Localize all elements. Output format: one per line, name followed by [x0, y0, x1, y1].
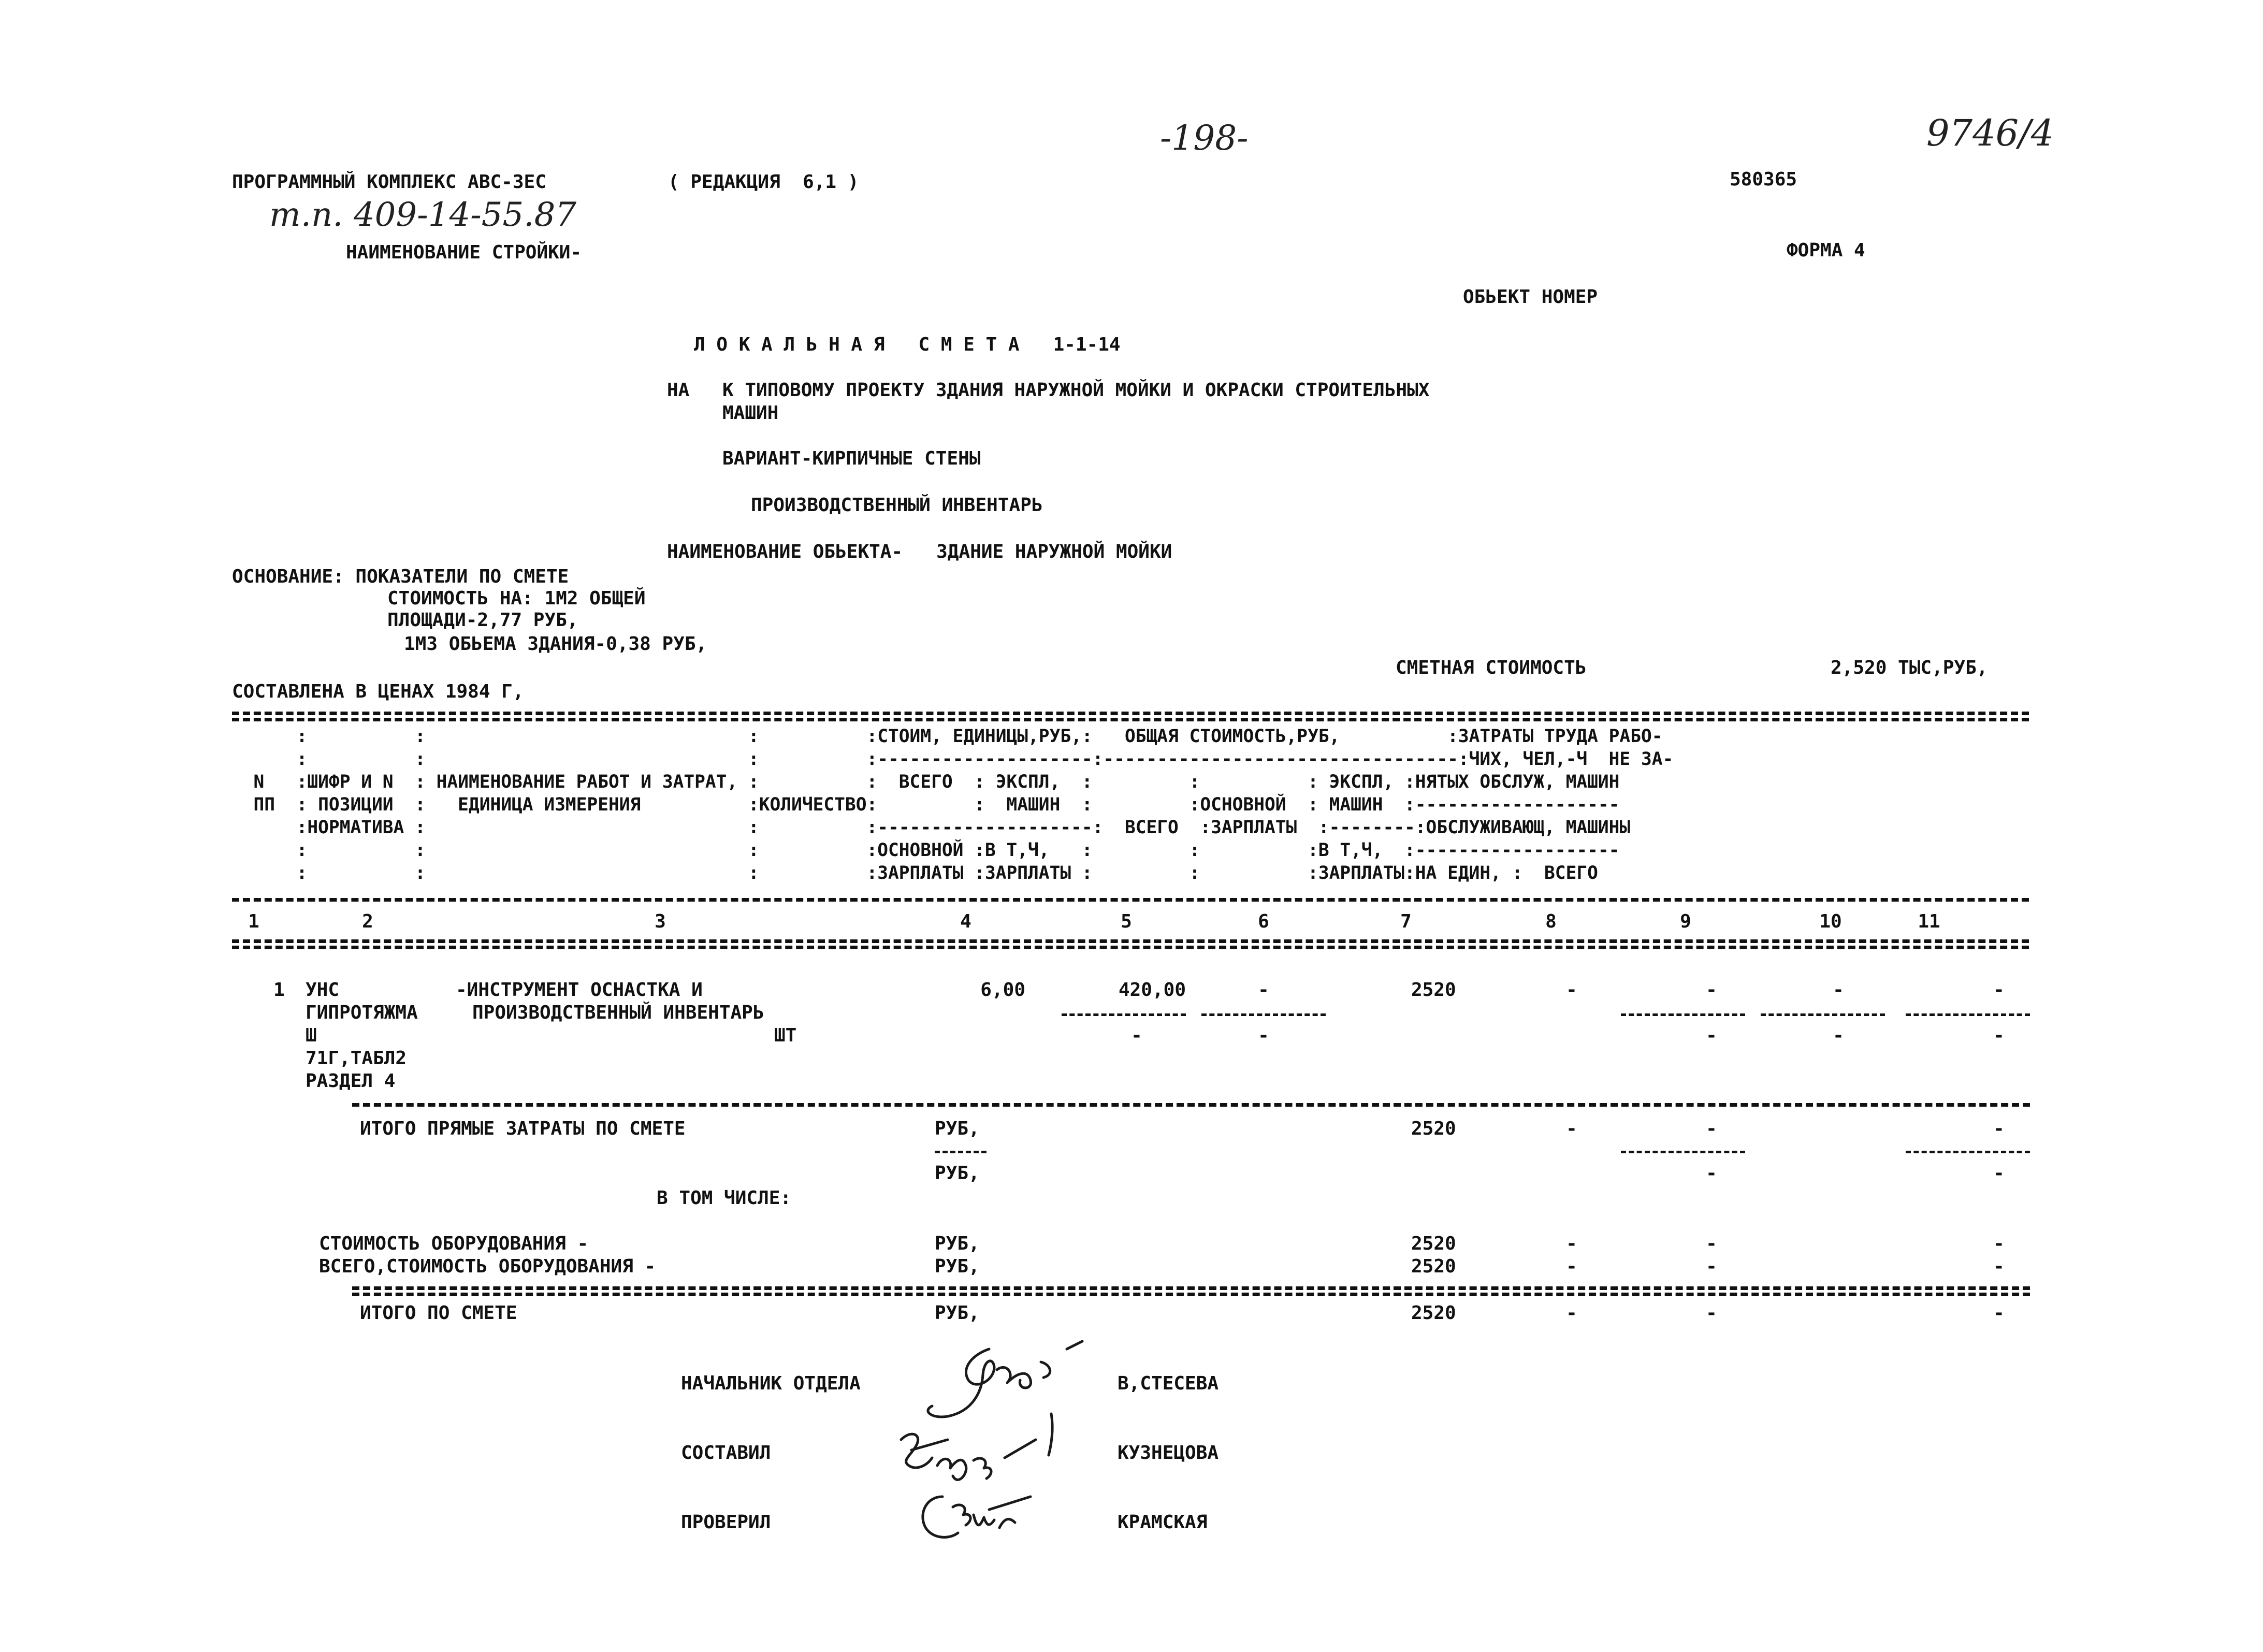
item-total: 2520	[1411, 979, 1456, 1001]
table-header-row: ПП : ПОЗИЦИИ : ЕДИНИЦА ИЗМЕРЕНИЯ :КОЛИЧЕСТВО: : МАШИН : :ОСНОВНОЙ : МАШИН :-------------------	[232, 794, 1620, 815]
estimate-cost-label: СМЕТНАЯ СТОИМОСТЬ	[1396, 657, 1587, 678]
grand-total-rule-2	[352, 1293, 2030, 1296]
item-unit-cost-machine-salary: -	[1258, 1025, 1269, 1046]
direct-costs-salary: -	[1566, 1118, 1577, 1139]
estimate-on-prefix: НА	[667, 380, 690, 401]
grand-total-machines: -	[1706, 1302, 1717, 1324]
item-code-line: РАЗДЕЛ 4	[306, 1070, 396, 1092]
page-number: -198-	[1160, 118, 1249, 158]
item-unit-cost-salary: -	[1131, 1025, 1142, 1046]
direct-costs-subrule	[1906, 1151, 2030, 1153]
item-labor-per-unit: -	[1833, 979, 1844, 1001]
table-top-rule-2	[232, 718, 2029, 721]
column-number: 11	[1918, 911, 1940, 932]
item-labor-per-unit-2: -	[1833, 1025, 1844, 1046]
basis-line4: 1М3 ОБЬЕМА ЗДАНИЯ-0,38 РУБ,	[404, 633, 707, 655]
column-numbers-rule-top	[232, 898, 2029, 902]
column-number: 7	[1400, 911, 1412, 932]
item-subrule	[1906, 1013, 2030, 1016]
archive-number: 9746/4	[1926, 112, 2054, 154]
column-number: 10	[1819, 911, 1842, 932]
item-salary: -	[1566, 979, 1577, 1001]
direct-costs-subrule	[1621, 1151, 1745, 1153]
including-label: В ТОМ ЧИСЛЕ:	[657, 1187, 792, 1209]
item-unit: ШТ	[774, 1025, 797, 1046]
all-equipment-label: ВСЕГО,СТОИМОСТЬ ОБОРУДОВАНИЯ -	[319, 1256, 656, 1277]
table-header	[232, 725, 1673, 885]
object-name: НАИМЕНОВАНИЕ ОБЬЕКТА- ЗДАНИЕ НАРУЖНОЙ МОЙКИ	[667, 541, 1172, 562]
all-equipment-labor: -	[1993, 1256, 2005, 1277]
column-number: 5	[1121, 911, 1132, 932]
item-subrule	[1062, 1013, 1186, 1016]
equipment-salary: -	[1566, 1233, 1577, 1254]
estimate-subject-line2: МАШИН	[722, 402, 779, 424]
column-numbers-rule-bottom-2	[232, 946, 2029, 949]
item-subrule	[1761, 1013, 1885, 1016]
item-code-line: УНС	[306, 979, 340, 1001]
estimate-variant: ВАРИАНТ-КИРПИЧНЫЕ СТЕНЫ	[722, 448, 981, 469]
direct-costs-labor-2: -	[1993, 1163, 2005, 1184]
item-machine-salary: -	[1706, 1025, 1717, 1046]
item-quantity: 6,00	[980, 979, 1025, 1001]
object-number: ОБЬЕКТ НОМЕР	[1463, 286, 1598, 308]
item-labor-total: -	[1993, 979, 2005, 1001]
item-number: 1	[273, 979, 285, 1001]
grand-total-value: 2520	[1411, 1302, 1456, 1324]
direct-costs-label: ИТОГО ПРЯМЫЕ ЗАТРАТЫ ПО СМЕТЕ	[360, 1118, 686, 1139]
direct-costs-unit-2: РУБ,	[935, 1163, 980, 1184]
column-number: 6	[1258, 911, 1269, 932]
item-name-line1: -ИНСТРУМЕНТ ОСНАСТКА И	[456, 979, 703, 1001]
direct-costs-machines: -	[1706, 1118, 1717, 1139]
equipment-total: 2520	[1411, 1233, 1456, 1254]
item-unit-cost-total: 420,00	[1118, 979, 1186, 1001]
estimate-subject-line1: К ТИПОВОМУ ПРОЕКТУ ЗДАНИЯ НАРУЖНОЙ МОЙКИ И ОКРАСКИ СТРОИТЕЛЬНЫХ	[722, 380, 1430, 401]
all-equipment-salary: -	[1566, 1256, 1577, 1277]
signature-role: НАЧАЛЬНИК ОТДЕЛА	[681, 1373, 861, 1394]
program-name: ПРОГРАММНЫЙ КОМПЛЕКС АВС-3ЕС	[232, 171, 546, 193]
column-number: 9	[1680, 911, 1691, 932]
item-machines: -	[1706, 979, 1717, 1001]
equipment-labor: -	[1993, 1233, 2005, 1254]
signature-name: КРАМСКАЯ	[1118, 1512, 1208, 1533]
item-labor-total-2: -	[1993, 1025, 2005, 1046]
direct-costs-unit: РУБ,	[935, 1118, 980, 1139]
handwritten-project-number: т.п. 409-14-55.87	[269, 196, 576, 234]
grand-total-rule	[352, 1286, 2030, 1290]
column-numbers-rule-bottom	[232, 939, 2029, 943]
table-header-row: : : : :ЗАРПЛАТЫ :ЗАРПЛАТЫ : : :ЗАРПЛАТЫ:НА ЕДИН, : ВСЕГО	[232, 863, 1598, 883]
signature-name: В,СТЕСЕВА	[1118, 1373, 1219, 1394]
equipment-label: СТОИМОСТЬ ОБОРУДОВАНИЯ -	[319, 1233, 589, 1254]
signature-role: СОСТАВИЛ	[681, 1442, 771, 1463]
totals-rule	[352, 1103, 2030, 1107]
table-header-row: : : : :ОСНОВНОЙ :В Т,Ч, : : :В Т,Ч, :-------------------	[232, 840, 1620, 861]
grand-total-salary: -	[1566, 1302, 1577, 1324]
signature-role: ПРОВЕРИЛ	[681, 1512, 771, 1533]
column-number: 3	[655, 911, 666, 932]
estimate-title: Л О К А Л Ь Н А Я С М Е Т А 1-1-14	[694, 334, 1121, 355]
basis-line3: ПЛОЩАДИ-2,77 РУБ,	[387, 610, 578, 631]
program-edition: ( РЕДАКЦИЯ 6,1 )	[668, 171, 859, 193]
item-unit-cost-machines: -	[1258, 979, 1269, 1001]
direct-costs-unit-rule	[935, 1151, 987, 1153]
item-code-line: ГИПРОТЯЖМА	[306, 1002, 418, 1023]
item-subrule	[1201, 1013, 1326, 1016]
column-number: 2	[362, 911, 373, 932]
table-top-rule	[232, 712, 2029, 715]
column-number: 4	[960, 911, 971, 932]
table-header-row: : : : :--------------------:---------------------------------:ЧИХ, ЧЕЛ,-Ч НЕ ЗА-	[232, 749, 1674, 770]
table-header-row: : : : :СТОИМ, ЕДИНИЦЫ,РУБ,: ОБЩАЯ СТОИМОСТЬ,РУБ, :ЗАТРАТЫ ТРУДА РАБО-	[232, 726, 1663, 747]
basis-line2: СТОИМОСТЬ НА: 1М2 ОБЩЕЙ	[387, 588, 646, 609]
direct-costs-machines-2: -	[1706, 1163, 1717, 1184]
basis-line1: ОСНОВАНИЕ: ПОКАЗАТЕЛИ ПО СМЕТЕ	[232, 566, 569, 587]
all-equipment-machines: -	[1706, 1256, 1717, 1277]
prices-year: СОСТАВЛЕНА В ЦЕНАХ 1984 Г,	[232, 681, 524, 702]
grand-total-labor: -	[1993, 1302, 2005, 1324]
item-code-line: Ш	[306, 1025, 317, 1046]
signature-name: КУЗНЕЦОВА	[1118, 1442, 1219, 1463]
estimate-cost-value: 2,520 ТЫС,РУБ,	[1831, 657, 1988, 678]
column-number: 1	[248, 911, 259, 932]
item-subrule	[1621, 1013, 1745, 1016]
construction-name: НАИМЕНОВАНИЕ СТРОЙКИ-	[346, 242, 582, 263]
handwritten-signature-compiled	[880, 1409, 1077, 1497]
document-code: 580365	[1730, 169, 1797, 190]
direct-costs-total: 2520	[1411, 1118, 1456, 1139]
equipment-machines: -	[1706, 1233, 1717, 1254]
form-number: ФОРМА 4	[1787, 240, 1865, 261]
item-name-line2: ПРОИЗВОДСТВЕННЫЙ ИНВЕНТАРЬ	[472, 1002, 764, 1023]
all-equipment-total: 2520	[1411, 1256, 1456, 1277]
grand-total-label: ИТОГО ПО СМЕТЕ	[360, 1302, 517, 1324]
handwritten-signature-checked	[911, 1486, 1056, 1554]
column-number: 8	[1545, 911, 1557, 932]
table-header-row: :НОРМАТИВА : : :--------------------: ВСЕГО :ЗАРПЛАТЫ :--------:ОБСЛУЖИВАЮЩ, МАШИНЫ	[232, 817, 1631, 838]
all-equipment-unit: РУБ,	[935, 1256, 980, 1277]
grand-total-unit: РУБ,	[935, 1302, 980, 1324]
item-code-line: 71Г,ТАБЛ2	[306, 1048, 407, 1069]
equipment-unit: РУБ,	[935, 1233, 980, 1254]
estimate-section: ПРОИЗВОДСТВЕННЫЙ ИНВЕНТАРЬ	[751, 495, 1043, 516]
table-header-row: N :ШИФР И N : НАИМЕНОВАНИЕ РАБОТ И ЗАТРАТ, : : ВСЕГО : ЭКСПЛ, : : : ЭКСПЛ, :НЯТЫХ ОБСЛУЖ, МАШИН	[232, 772, 1620, 792]
direct-costs-labor: -	[1993, 1118, 2005, 1139]
